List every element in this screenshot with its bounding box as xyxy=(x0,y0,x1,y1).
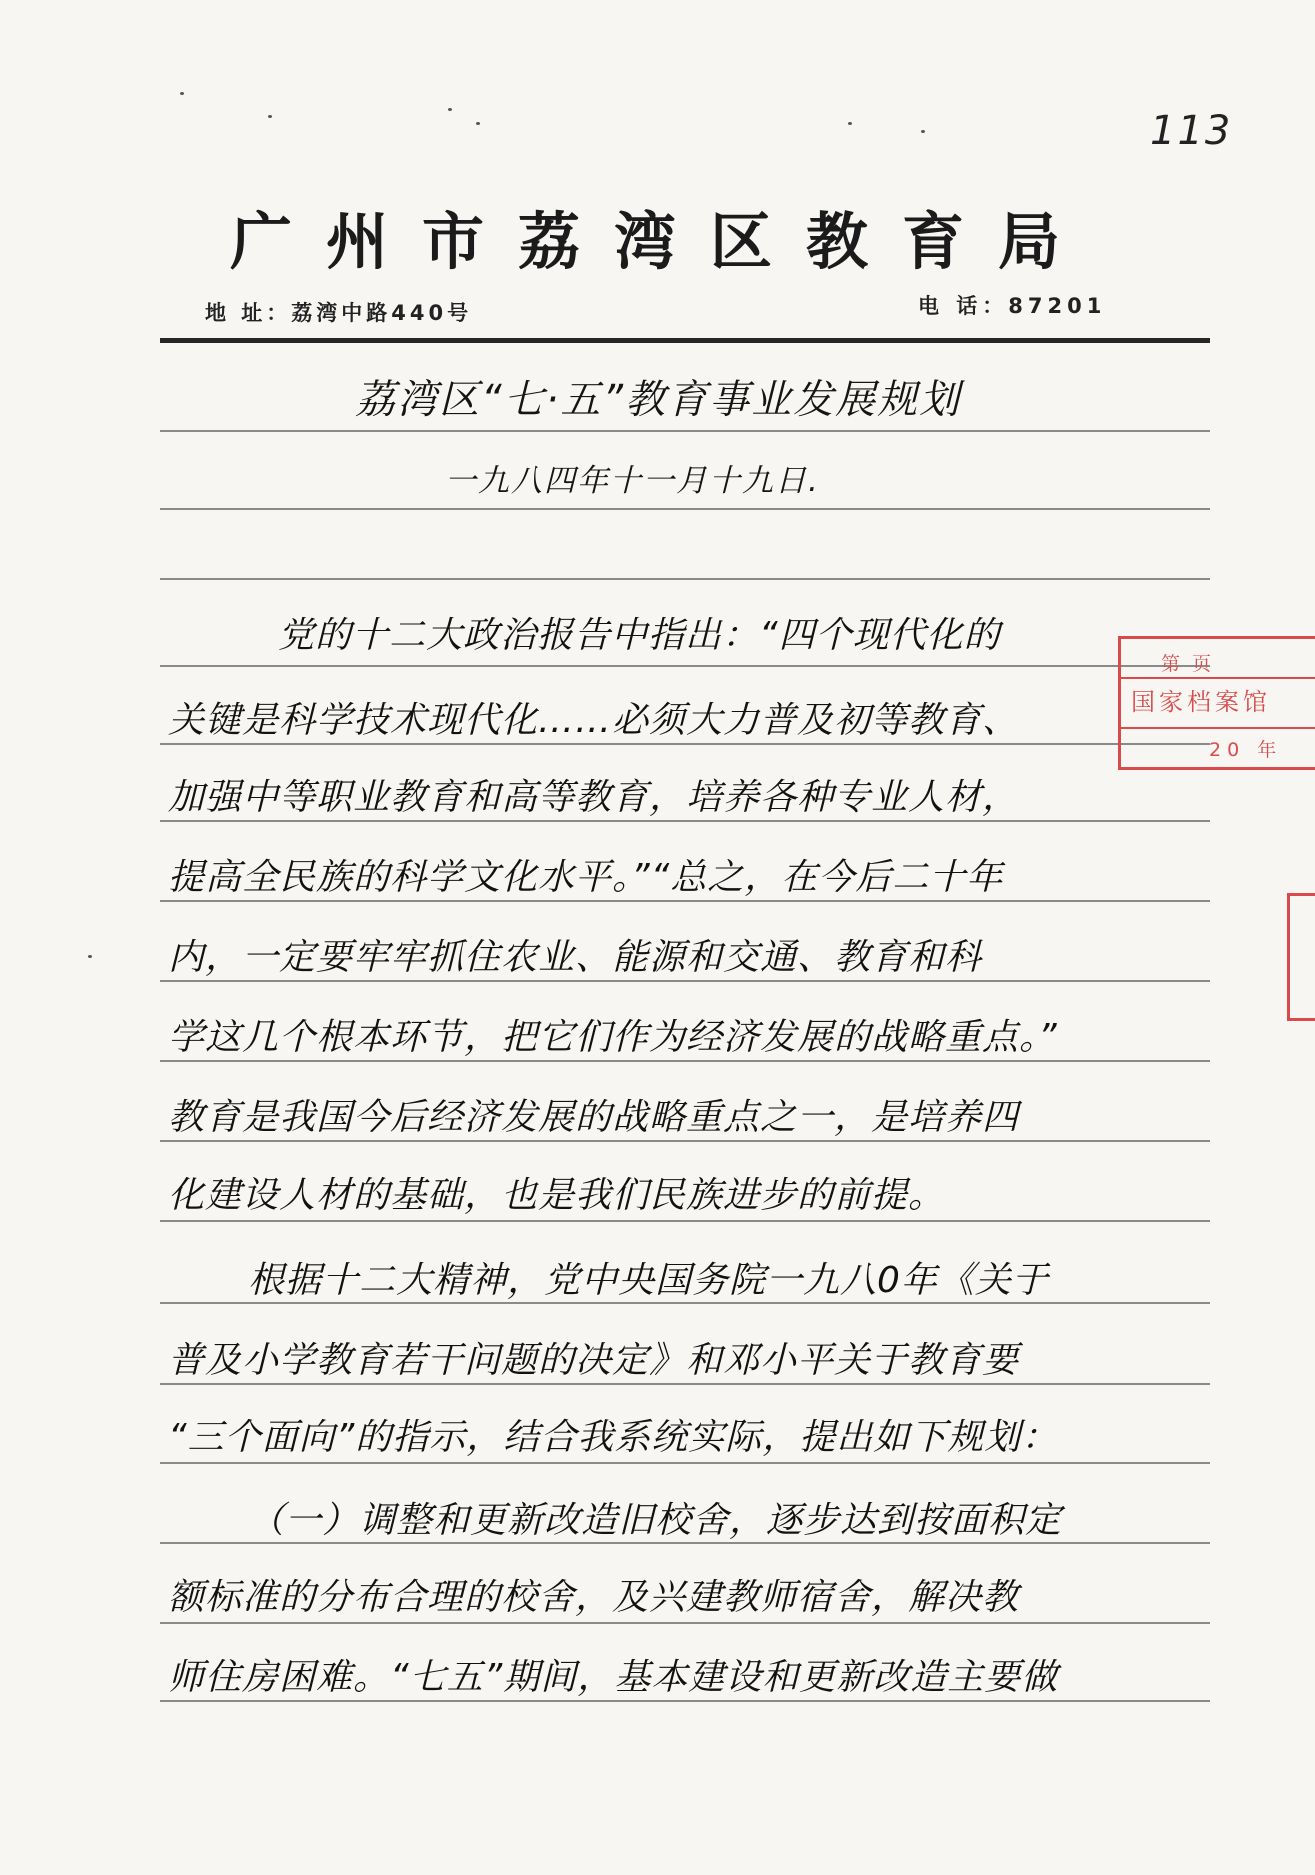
body-line-7: 教育是我国今后经济发展的战略重点之一，是培养四 xyxy=(168,1097,1020,1138)
ruled-line xyxy=(160,430,1210,432)
scan-speck xyxy=(848,122,852,125)
body-line-6: 学这几个根本环节，把它们作为经济发展的战略重点。” xyxy=(168,1017,1058,1058)
ruled-line xyxy=(160,743,1210,745)
body-line-9: 根据十二大精神，党中央国务院一九八0年《关于 xyxy=(248,1260,1049,1301)
ruled-line xyxy=(160,508,1210,510)
ruled-line xyxy=(160,1700,1210,1702)
stamp-divider xyxy=(1121,727,1315,729)
ruled-line xyxy=(160,980,1210,982)
body-line-8: 化建设人材的基础，也是我们民族进步的前提。 xyxy=(168,1175,946,1216)
letterhead-phone: 电 话：87201 xyxy=(918,294,1107,318)
body-line-10: 普及小学教育若干问题的决定》和邓小平关于教育要 xyxy=(168,1340,1020,1381)
body-line-11: “三个面向”的指示，结合我系统实际，提出如下规划： xyxy=(168,1417,1059,1458)
document-date: 一九八四年十一月十九日. xyxy=(445,463,820,499)
scan-speck xyxy=(448,108,452,111)
body-line-4: 提高全民族的科学文化水平。”“总之，在今后二十年 xyxy=(168,857,1004,898)
scan-speck xyxy=(268,115,272,118)
ruled-line xyxy=(160,1383,1210,1385)
scan-speck xyxy=(180,92,184,95)
stamp-year: 20 年 xyxy=(1209,739,1283,761)
body-line-2: 关键是科学技术现代化……必须大力普及初等教育、 xyxy=(168,700,1020,741)
letterhead-title: 广州市荔湾区教育局 xyxy=(230,205,1095,278)
ruled-line xyxy=(160,1060,1210,1062)
body-line-13: 额标准的分布合理的校舍，及兴建教师宿舍，解决教 xyxy=(168,1577,1020,1618)
stamp-divider xyxy=(1121,677,1315,679)
ruled-line xyxy=(160,665,1210,667)
scan-speck xyxy=(88,955,92,958)
ruled-line xyxy=(160,820,1210,822)
archive-stamp xyxy=(1118,636,1315,770)
document-title: 荔湾区“七·五”教育事业发展规划 xyxy=(355,377,962,423)
stamp-page-label: 第 页 xyxy=(1161,653,1215,675)
ruled-line xyxy=(160,1220,1210,1222)
partial-red-stamp xyxy=(1287,893,1315,1021)
ruled-line xyxy=(160,1542,1210,1544)
page-number: 113 xyxy=(1150,108,1233,154)
ruled-line xyxy=(160,1622,1210,1624)
ruled-line xyxy=(160,900,1210,902)
ruled-line xyxy=(160,1140,1210,1142)
ruled-line xyxy=(160,578,1210,580)
body-line-14: 师住房困难。“七五”期间，基本建设和更新改造主要做 xyxy=(168,1657,1059,1698)
scan-speck xyxy=(921,130,925,133)
scan-speck xyxy=(476,122,480,125)
letterhead-address: 地 址：荔湾中路440号 xyxy=(205,301,473,325)
body-line-3: 加强中等职业教育和高等教育，培养各种专业人材， xyxy=(168,777,1020,818)
ruled-line xyxy=(160,1462,1210,1464)
body-line-1: 党的十二大政治报告中指出：“四个现代化的 xyxy=(278,615,1001,656)
letterhead-divider xyxy=(160,338,1210,343)
ruled-line xyxy=(160,1302,1210,1304)
body-line-12: （一）调整和更新改造旧校舍，逐步达到按面积定 xyxy=(248,1500,1063,1541)
stamp-archive-name: 国家档案馆 xyxy=(1131,688,1271,716)
body-line-5: 内，一定要牢牢抓住农业、能源和交通、教育和科 xyxy=(168,937,983,978)
